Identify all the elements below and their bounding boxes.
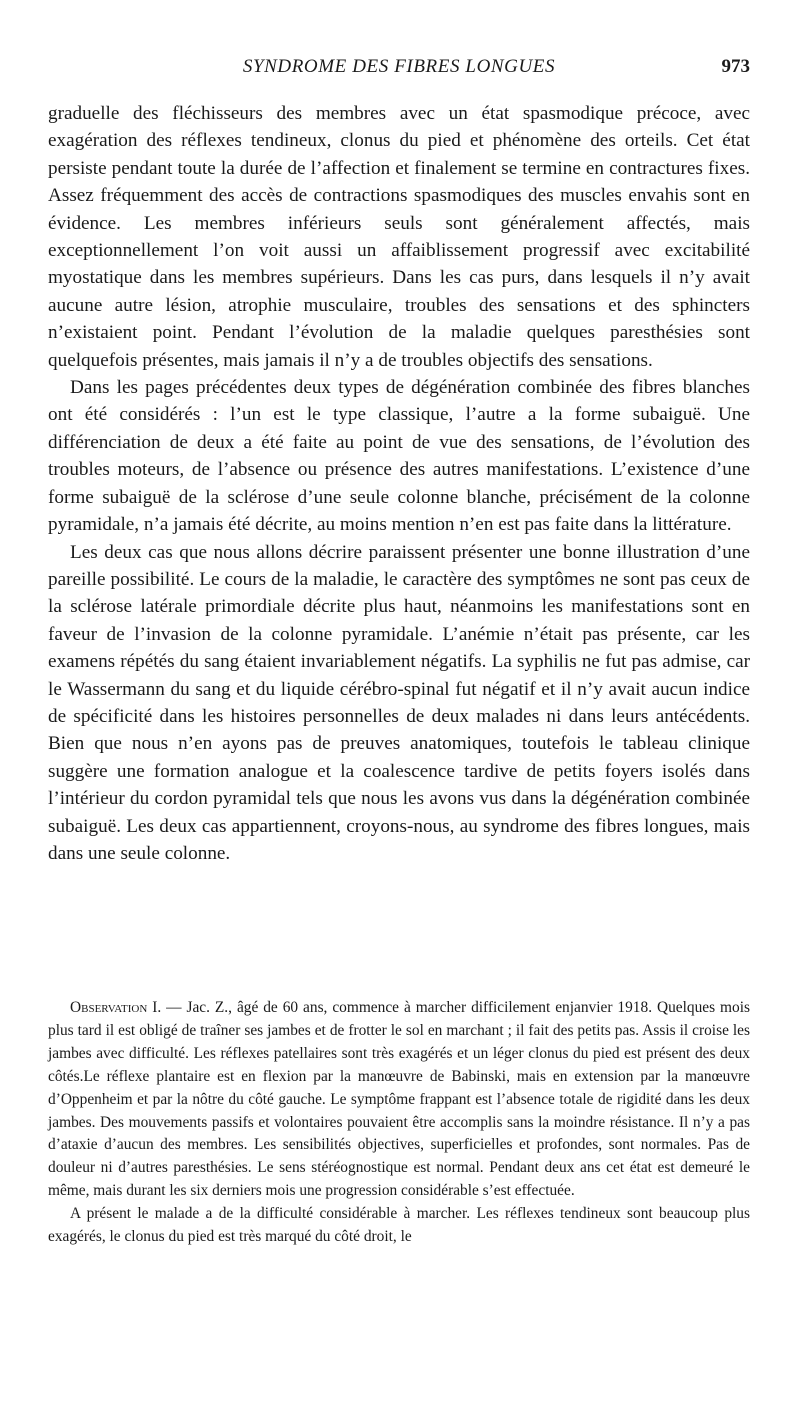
observation-section: [48, 997, 750, 1249]
paragraph-continuation: graduelle des fléchisseurs des membres avec un état spasmodique précoce, avec exagération des réflexes tendineux, clonus du pied et phénomène des orteils. Cet état persiste pendant toute la durée de l’affection et finalement se termine en contractures fixes. Assez fréquemment des accès de contractions spasmodiques des muscles envahis sont en évidence. Les membres inférieurs seuls sont généralement affectés, mais exceptionnellement l’on voit aussi un affaiblissement progressif avec excitabilité myostatique dans les membres supérieurs. Dans les cas purs, dans lesquels il n’y avait aucune autre lésion, atrophie musculaire, troubles des sensations et des sphincters n’existaient point. Pendant l’évolution de la maladie quelques paresthésies sont quelquefois présentes, mais jamais il n’y a de troubles objectifs des sensations.: [48, 103, 750, 371]
observation-text: — Jac. Z., âgé de 60 ans, commence à marcher difficilement enjanvier 1918. Quelques mois plus tard il est obligé de traîner ses jambes et de frotter le sol en marchant ; il fait des petits pas. Assis il croise les jambes avec difficulté. Les réflexes patellaires sont très exagérés et un léger clonus du pied est présent des deux côtés.Le réflexe plantaire est en flexion par la manœuvre de Babinski, mais en extension par la manœuvre d’Oppenheim et par la nôtre du côté gauche. Le symptôme frappant est l’absence totale de rigidité dans les deux jambes. Des mouvements passifs et volontaires pouvaient être accomplis sans la moindre résistance. Il n’y a pas d’ataxie d’aucun des membres. Les sensibilités objectives, superficielles et profondes, sont normales. Pas de douleur ni d’autres paresthésies. Le sens stéréognostique est normal. Pendant deux ans cet état est demeuré le même, mais durant les six derniers mois une progression considérable s’est effectuée.: [48, 999, 750, 1200]
main-text: [48, 100, 750, 867]
paragraph-forms: Dans les pages précédentes deux types de dégénération combinée des fibres blanches ont été considérés : l’un est le type classique, l’autre a la forme subaiguë. Une différenciation de deux a été faite au point de vue des sensations, de l’évolution des troubles moteurs, de l’absence ou présence des autres manifestations. L’existence d’une forme subaiguë de la sclérose d’une seule colonne blanche, précisément de la colonne pyramidale, n’a jamais été décrite, au moins mention n’en est pas faite dans la littérature.: [48, 377, 750, 536]
observation-paragraph: [48, 997, 750, 1203]
running-title: SYNDROME DES FIBRES LONGUES: [242, 56, 556, 77]
observation-continuation: A présent le malade a de la difficulté considérable à marcher. Les réflexes tendineux sont beaucoup plus exagérés, le clonus du pied est très marqué du côté droit, le: [48, 1205, 750, 1246]
page-number: 973: [721, 56, 750, 77]
page-header: [48, 56, 750, 86]
observation-label: Observation I.: [70, 999, 162, 1016]
paragraph-cases: Les deux cas que nous allons décrire paraissent présenter une bonne illustration d’une pareille possibilité. Le cours de la maladie, le caractère des symptômes ne sont pas ceux de la sclérose latérale primordiale décrite plus haut, néanmoins les manifestations sont en faveur de l’invasion de la colonne pyramidale. L’anémie n’était pas présente, car les examens répétés du sang étaient invariablement négatifs. La syphilis ne fut pas admise, car le Wassermann du sang et du liquide cérébro-spinal fut négatif et il n’y avait aucun indice de spécificité dans les histoires personnelles de deux malades ni dans leurs antécédents. Bien que nous n’en ayons pas de preuves anatomiques, toutefois le tableau clinique suggère une formation analogue et la coalescence tardive de petits foyers isolés dans l’intérieur du cordon pyramidal tels que nous les avons vus dans la dégénération combinée subaiguë. Les deux cas appartiennent, croyons-nous, au syndrome des fibres longues, mais dans une seule colonne.: [48, 541, 750, 864]
